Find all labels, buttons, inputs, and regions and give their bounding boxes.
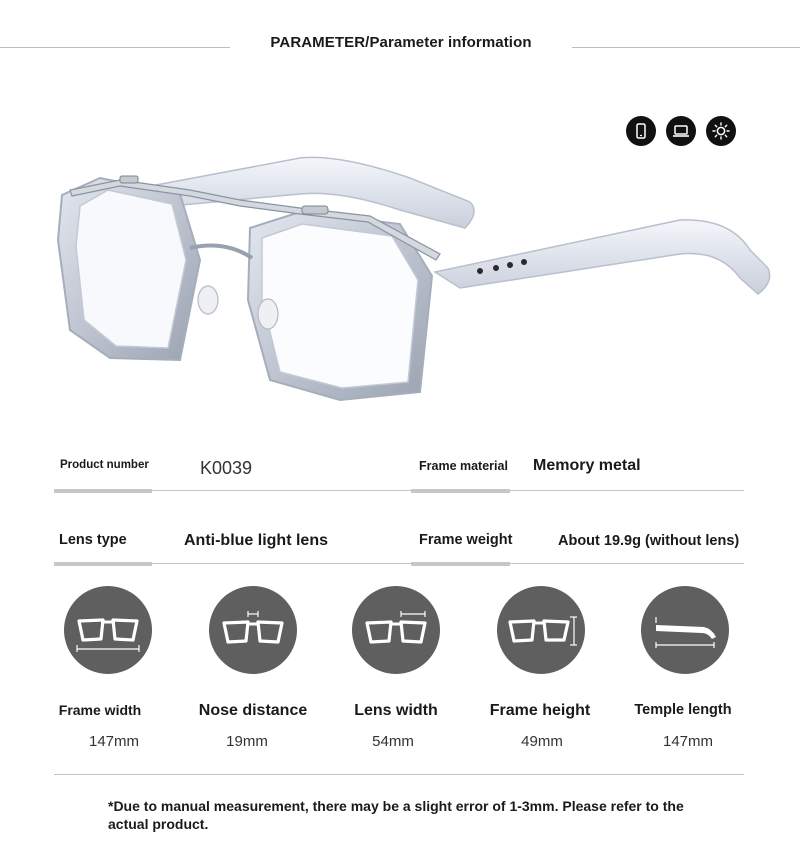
- dimension-value-frame-height: 49mm: [521, 733, 563, 750]
- dimension-label-frame-width: Frame width: [58, 702, 142, 718]
- eyeglasses-image: [40, 150, 780, 420]
- laptop-icon: [666, 116, 696, 146]
- dimension-label-frame-height: Frame height: [489, 702, 591, 719]
- dimension-value-lens-width: 54mm: [372, 733, 414, 750]
- frame-weight-value: About 19.9g (without lens): [558, 533, 740, 549]
- spec-row-2: [54, 504, 744, 564]
- section-title: PARAMETER/Parameter information: [270, 34, 532, 51]
- dimension-label-lens-width: Lens width: [354, 702, 438, 719]
- dimension-value-frame-width: 147mm: [88, 733, 140, 750]
- row-divider: [54, 490, 744, 491]
- phone-icon: [626, 116, 656, 146]
- frame-material-label: Frame material: [419, 459, 508, 473]
- temple-length-icon: [641, 586, 729, 674]
- dimension-icons: [0, 586, 800, 676]
- lens-type-value: Anti-blue light lens: [184, 532, 328, 549]
- dimension-label-temple-length: Temple length: [634, 702, 732, 718]
- device-icons: [626, 116, 738, 148]
- measurement-note: *Due to manual measurement, there may be a slight error of 1-3mm. Please refer to the actual product.: [108, 798, 684, 832]
- frame-height-icon: [497, 586, 585, 674]
- lens-type-label: Lens type: [59, 532, 127, 548]
- sun-icon: [706, 116, 736, 146]
- bottom-divider: [54, 774, 744, 775]
- frame-weight-label: Frame weight: [419, 532, 513, 548]
- row-divider: [54, 563, 744, 564]
- dimension-label-nose-distance: Nose distance: [198, 702, 308, 719]
- header-divider-right: [572, 47, 800, 48]
- frame-material-value: Memory metal: [533, 457, 641, 474]
- header-divider-left: [0, 47, 230, 48]
- section-header: [0, 34, 800, 54]
- lens-width-icon: [352, 586, 440, 674]
- spec-row-1: [54, 431, 744, 491]
- product-number-value: K0039: [200, 458, 253, 478]
- frame-width-icon: [64, 586, 152, 674]
- dimension-value-temple-length: 147mm: [662, 733, 714, 750]
- product-number-label: Product number: [60, 459, 149, 471]
- dimension-value-nose-distance: 19mm: [226, 733, 268, 750]
- nose-distance-icon: [209, 586, 297, 674]
